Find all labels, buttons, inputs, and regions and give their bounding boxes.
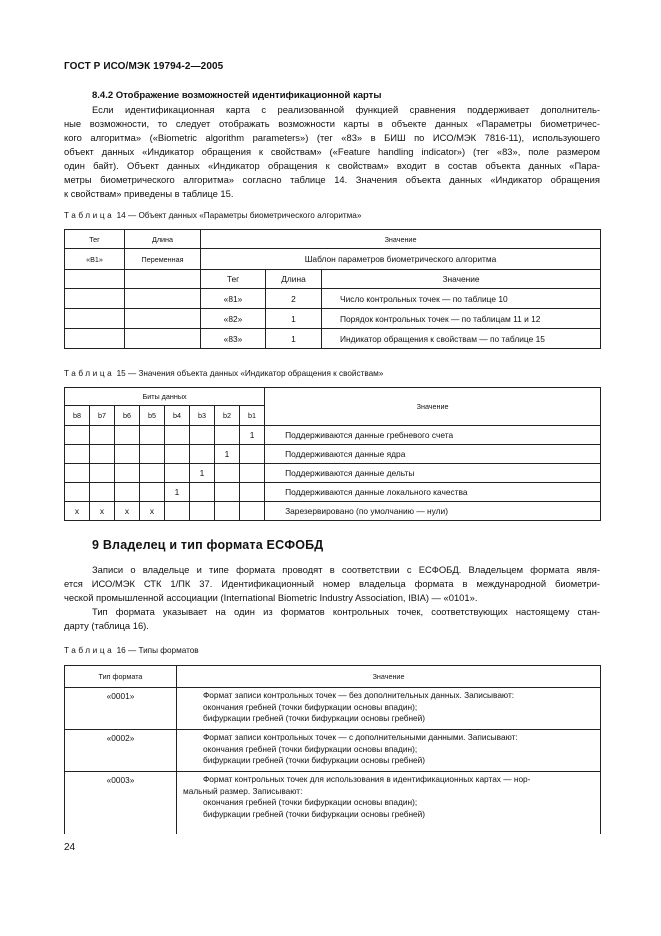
table-row: [65, 772, 601, 834]
row-value: Порядок контрольных точек — по таблицам 11 и 12: [322, 309, 601, 329]
caption-label: Таблица: [64, 211, 115, 220]
table-14: [64, 229, 601, 349]
empty-cell: [125, 329, 201, 349]
bit-cell: [140, 483, 165, 502]
document-header: ГОСТ Р ИСО/МЭК 19794-2—2005: [64, 61, 224, 72]
bit-cell: [190, 502, 215, 521]
bit-label: b4: [165, 406, 190, 426]
row-length: 1: [266, 309, 322, 329]
row-format-code: «0003»: [65, 772, 177, 834]
bit-cell: [65, 426, 90, 445]
empty-cell: [125, 309, 201, 329]
paragraph-line: ческой промышленной ассоциации (International Biometric Industry Association, IBIA) — «0101».: [64, 592, 478, 603]
bit-cell: [115, 426, 140, 445]
bit-cell: [165, 426, 190, 445]
header-value: Значение: [177, 666, 601, 688]
bit-cell: [190, 426, 215, 445]
bit-cell: x: [90, 502, 115, 521]
bit-cell: [165, 464, 190, 483]
bit-cell: [115, 483, 140, 502]
bit-cell: [240, 464, 265, 483]
table-row: [65, 688, 601, 730]
row-tag: «83»: [201, 329, 266, 349]
table-row: [65, 329, 601, 349]
value-line: окончания гребней (точки бифуркации основы впадин);: [203, 701, 418, 712]
paragraph-line: ные возможности, то следует отображать возможности карты в объекте данных «Параметры биометричес-: [64, 118, 600, 129]
header-tag: Тег: [65, 230, 125, 249]
empty-cell: [65, 289, 125, 309]
header-value: Значение: [201, 230, 601, 249]
paragraph-line: дарту (таблица 16).: [64, 620, 149, 631]
bit-label: b6: [115, 406, 140, 426]
bit-cell: 1: [240, 426, 265, 445]
caption-text: 14 — Объект данных «Параметры биометрического алгоритма»: [116, 211, 362, 220]
table-14-caption: [64, 211, 361, 220]
value-line: окончания гребней (точки бифуркации основы впадин);: [203, 743, 418, 754]
bit-label: b1: [240, 406, 265, 426]
row-value: [177, 772, 601, 834]
bit-cell: [215, 426, 240, 445]
row-value: Поддерживаются данные локального качества: [265, 483, 601, 502]
table-row: [65, 483, 601, 502]
bit-label: b7: [90, 406, 115, 426]
table-row: [65, 502, 601, 521]
empty-cell: [125, 289, 201, 309]
paragraph-line: Если идентификационная карта с реализованной функцией сравнения поддерживает дополнитель-: [92, 104, 600, 115]
bit-cell: [90, 426, 115, 445]
value-line: бифуркации гребней (точки бифуркации основы гребней): [203, 713, 426, 724]
caption-label: Таблица: [64, 369, 115, 378]
bit-cell: [90, 445, 115, 464]
paragraph-line: метры биометрического алгоритма» согласно таблице 14. Значения объекта данных «Индикатор обращения: [64, 174, 600, 185]
bit-cell: [215, 464, 240, 483]
bit-cell: 1: [190, 464, 215, 483]
empty-cell: [125, 270, 201, 289]
table-15-caption: [64, 369, 383, 378]
table-row: [65, 426, 601, 445]
row-length: 1: [266, 329, 322, 349]
row-tag: «81»: [201, 289, 266, 309]
bit-cell: [165, 445, 190, 464]
bit-cell: x: [140, 502, 165, 521]
header-length: Длина: [125, 230, 201, 249]
bit-cell: [190, 483, 215, 502]
table-16-caption: [64, 646, 199, 655]
value-line: мальный размер. Записывают:: [183, 785, 303, 796]
paragraph-line: объект данных «Индикатор обращения к свойствам» («Feature handling indicator») (тег «83», поле размером: [64, 146, 600, 157]
paragraph-line: один байт). Объект данных «Индикатор обращения к свойствам» входит в состав объекта данных «Пара-: [64, 160, 600, 171]
table-row: [65, 309, 601, 329]
bit-label: b5: [140, 406, 165, 426]
value-line: бифуркации гребней (точки бифуркации основы гребней): [203, 808, 426, 819]
value-line: Формат записи контрольных точек — с дополнительными данными. Записывают:: [203, 732, 518, 742]
table-row: [65, 730, 601, 772]
bit-label: b3: [190, 406, 215, 426]
value-line: Формат контрольных точек для использования в идентификационных картах — нор-: [203, 774, 531, 784]
inner-header-length: Длина: [266, 270, 322, 289]
paragraph-line: к свойствам» приведены в таблице 15.: [64, 188, 234, 199]
table-15: [64, 387, 601, 521]
section-heading-842: 8.4.2 Отображение возможностей идентификационной карты: [92, 90, 382, 101]
caption-text: 16 — Типы форматов: [116, 646, 199, 655]
row-value: Поддерживаются данные гребневого счета: [265, 426, 601, 445]
header-type: Тип формата: [65, 666, 177, 688]
paragraph-line: Тип формата указывает на один из форматов контрольных точек, соответствующих настоящему стан-: [92, 606, 600, 617]
paragraph-line: кого алгоритма» («Biometric algorithm parameters») (тег «83» в БИШ по ИСО/МЭК 7816-11), используюшего: [64, 132, 600, 143]
bit-cell: [65, 464, 90, 483]
bit-cell: [140, 464, 165, 483]
bit-cell: [240, 502, 265, 521]
bit-cell: [240, 483, 265, 502]
empty-cell: [65, 270, 125, 289]
table-row: [65, 289, 601, 309]
row-length: 2: [266, 289, 322, 309]
table-row: [65, 445, 601, 464]
bit-cell: x: [115, 502, 140, 521]
caption-text: 15 — Значения объекта данных «Индикатор обращения к свойствам»: [116, 369, 384, 378]
bit-cell: 1: [165, 483, 190, 502]
inner-header-value: Значение: [322, 270, 601, 289]
value-line: Формат записи контрольных точек — без дополнительных данных. Записывают:: [203, 690, 515, 700]
paragraph-line: Записи о владельце и типе формата проводят в соответствии с ЕСФОБД. Владельцем формата явля-: [92, 564, 600, 575]
row-tag: «82»: [201, 309, 266, 329]
bit-cell: [140, 426, 165, 445]
row-value: Поддерживаются данные дельты: [265, 464, 601, 483]
bit-cell: [65, 445, 90, 464]
empty-cell: [65, 309, 125, 329]
bit-cell: [65, 483, 90, 502]
section-heading-9: 9 Владелец и тип формата ЕСФОБД: [92, 538, 324, 552]
bit-label: b8: [65, 406, 90, 426]
caption-label: Таблица: [64, 646, 115, 655]
outer-length: Переменная: [125, 249, 201, 270]
table-16: [64, 665, 601, 834]
bit-cell: [165, 502, 190, 521]
value-line: бифуркации гребней (точки бифуркации основы гребней): [203, 755, 426, 766]
bit-cell: [90, 483, 115, 502]
section-9-paragraph-2: [64, 605, 600, 633]
bit-cell: 1: [215, 445, 240, 464]
bit-cell: [240, 445, 265, 464]
row-value: Число контрольных точек — по таблице 10: [322, 289, 601, 309]
row-value: [177, 688, 601, 730]
paragraph-line: ется ИСО/МЭК СТК 1/ПК 37. Идентификационный номер владельца формата в международной биометри-: [64, 578, 600, 589]
bit-cell: [215, 483, 240, 502]
bit-cell: [115, 464, 140, 483]
value-line: окончания гребней (точки бифуркации основы впадин);: [203, 797, 418, 808]
page-number: 24: [64, 842, 76, 853]
header-bits: Биты данных: [65, 388, 265, 406]
bit-cell: [90, 464, 115, 483]
bit-cell: x: [65, 502, 90, 521]
bit-cell: [115, 445, 140, 464]
inner-header-tag: Тег: [201, 270, 266, 289]
outer-tag: «B1»: [65, 249, 125, 270]
table-row: [65, 464, 601, 483]
section-9-paragraph-1: [64, 563, 600, 605]
bit-cell: [215, 502, 240, 521]
row-format-code: «0002»: [65, 730, 177, 772]
bit-label: b2: [215, 406, 240, 426]
row-format-code: «0001»: [65, 688, 177, 730]
bit-cell: [140, 445, 165, 464]
row-value: Индикатор обращения к свойствам — по таблице 15: [322, 329, 601, 349]
row-value: [177, 730, 601, 772]
header-value: Значение: [265, 388, 601, 426]
bit-cell: [190, 445, 215, 464]
outer-value: Шаблон параметров биометрического алгоритма: [201, 249, 601, 270]
empty-cell: [65, 329, 125, 349]
row-value: Поддерживаются данные ядра: [265, 445, 601, 464]
row-value: Зарезервировано (по умолчанию — нули): [265, 502, 601, 521]
section-842-paragraph: [64, 103, 600, 201]
